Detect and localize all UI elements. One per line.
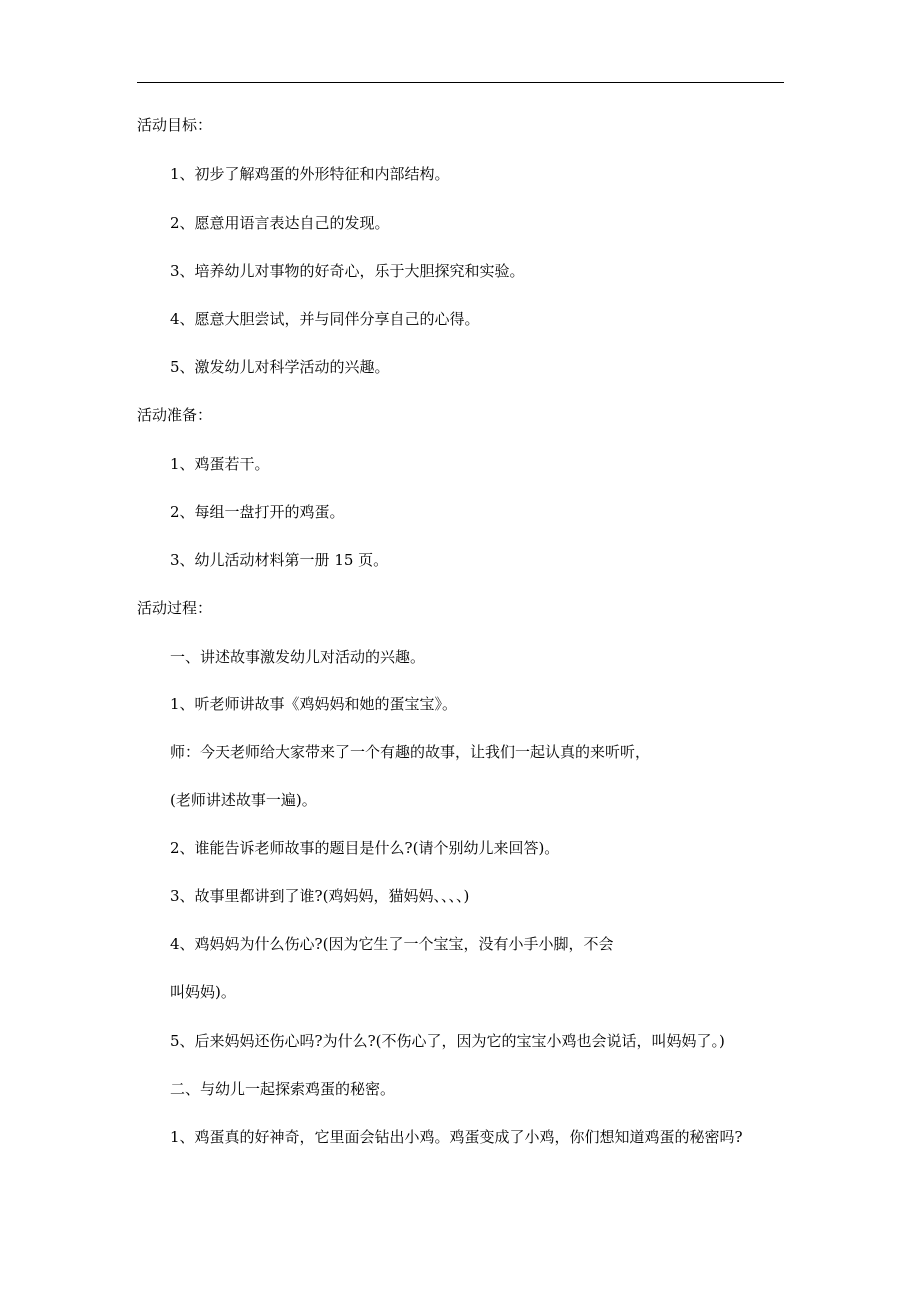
process-line: 1、听老师讲故事《鸡妈妈和她的蛋宝宝》。 bbox=[170, 695, 458, 713]
goal-item: 5、激发幼儿对科学活动的兴趣。 bbox=[170, 358, 390, 376]
preparation-heading: 活动准备： bbox=[137, 406, 213, 424]
preparation-item: 3、幼儿活动材料第一册 15 页。 bbox=[170, 551, 389, 569]
process-line: 5、后来妈妈还伤心吗?为什么?(不伤心了，因为它的宝宝小鸡也会说话，叫妈妈了。) bbox=[170, 1032, 725, 1050]
preparation-item: 2、每组一盘打开的鸡蛋。 bbox=[170, 503, 345, 521]
process-line: 师：今天老师给大家带来了一个有趣的故事，让我们一起认真的来听听， bbox=[170, 743, 651, 761]
process-line: 4、鸡妈妈为什么伤心?(因为它生了一个宝宝，没有小手小脚，不会 bbox=[170, 935, 614, 953]
goal-item: 3、培养幼儿对事物的好奇心，乐于大胆探究和实验。 bbox=[170, 262, 525, 280]
goal-item: 4、愿意大胆尝试，并与同伴分享自己的心得。 bbox=[170, 310, 480, 328]
process-step-title: 一、讲述故事激发幼儿对活动的兴趣。 bbox=[170, 648, 426, 666]
process-line: (老师讲述故事一遍)。 bbox=[170, 791, 317, 809]
process-line: 叫妈妈)。 bbox=[170, 983, 236, 1001]
header-rule bbox=[137, 82, 784, 83]
goal-item: 2、愿意用语言表达自己的发现。 bbox=[170, 214, 390, 232]
process-line: 1、鸡蛋真的好神奇，它里面会钻出小鸡。鸡蛋变成了小鸡，你们想知道鸡蛋的秘密吗? bbox=[170, 1128, 743, 1146]
process-line: 3、故事里都讲到了谁?(鸡妈妈，猫妈妈、、、、) bbox=[170, 887, 470, 905]
process-heading: 活动过程： bbox=[137, 599, 213, 617]
process-line: 2、谁能告诉老师故事的题目是什么?(请个别幼儿来回答)。 bbox=[170, 839, 560, 857]
preparation-item: 1、鸡蛋若干。 bbox=[170, 455, 270, 473]
goal-item: 1、初步了解鸡蛋的外形特征和内部结构。 bbox=[170, 165, 450, 183]
goals-heading: 活动目标： bbox=[137, 116, 213, 134]
process-step-title: 二、与幼儿一起探索鸡蛋的秘密。 bbox=[170, 1080, 396, 1098]
